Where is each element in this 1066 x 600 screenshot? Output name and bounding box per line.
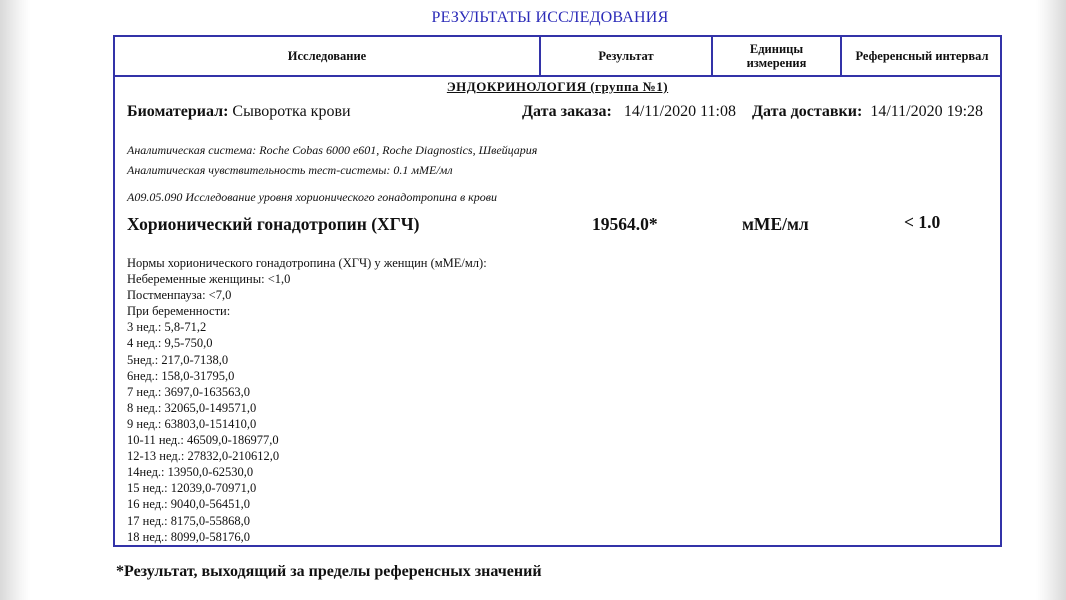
test-code: A09.05.090 Исследование уровня хорионического гонадотропина в крови (127, 190, 497, 204)
analytic-system: Аналитическая система: Roche Cobas 6000 e601, Roche Diagnostics, Швейцария (127, 143, 538, 157)
norms-line: 12-13 нед.: 27832,0-210612,0 (127, 449, 280, 464)
column-header-result: Результат (539, 37, 711, 75)
norms-line: При беременности: (127, 304, 231, 319)
norms-line: 10-11 нед.: 46509,0-186977,0 (127, 433, 279, 448)
table-header (115, 37, 1000, 77)
results-table (113, 35, 1002, 547)
reference-value: < 1.0 (904, 212, 941, 232)
column-header-units-line2: измерения (746, 56, 807, 70)
sensitivity: Аналитическая чувствительность тест-системы: 0.1 мМЕ/мл (127, 163, 453, 177)
page-shadow-right (1036, 0, 1066, 600)
norms-list (127, 255, 487, 545)
units-value: мМЕ/мл (742, 214, 809, 234)
norms-line: 8 нед.: 32065,0-149571,0 (127, 400, 257, 415)
delivery-date-label: Дата доставки: (752, 103, 863, 120)
biomaterial (127, 103, 351, 121)
norms-line: Нормы хорионического гонадотропина (ХГЧ) у женщин (мМЕ/мл): (127, 256, 487, 270)
document-title: РЕЗУЛЬТАТЫ ИССЛЕДОВАНИЯ (431, 9, 669, 26)
column-header-reference: Референсный интервал (840, 37, 1002, 75)
norms-line: 4 нед.: 9,5-750,0 (127, 336, 213, 351)
norms-line: 15 нед.: 12039,0-70971,0 (127, 481, 257, 496)
column-header-units (711, 37, 840, 75)
norms-line: Небеременные женщины: <1,0 (127, 272, 291, 287)
order-date-value: 14/11/2020 11:08 (623, 103, 736, 120)
norms-line: Постменпауза: <7,0 (127, 288, 232, 303)
column-header-study: Исследование (287, 49, 367, 63)
test-name: Хорионический гонадотропин (ХГЧ) (127, 214, 420, 234)
norms-line: 6нед.: 158,0-31795,0 (127, 368, 235, 383)
biomaterial-label: Биоматериал: (127, 103, 229, 120)
norms-line: 7 нед.: 3697,0-163563,0 (127, 384, 250, 399)
order-date (522, 103, 736, 121)
section-title: ЭНДОКРИНОЛОГИЯ (группа №1) (446, 79, 669, 94)
norms-line: 9 нед.: 63803,0-151410,0 (127, 416, 257, 431)
biomaterial-value: Сыворотка крови (232, 103, 351, 120)
order-date-label: Дата заказа: (522, 103, 612, 120)
norms-line: 17 нед.: 8175,0-55868,0 (127, 513, 250, 528)
norms-line: 16 нед.: 9040,0-56451,0 (127, 497, 250, 512)
norms-line: 18 нед.: 8099,0-58176,0 (127, 529, 250, 544)
page-shadow-left (0, 0, 30, 600)
result-value: 19564.0* (592, 214, 658, 234)
norms-line: 14нед.: 13950,0-62530,0 (127, 465, 254, 480)
norms-line: 5нед.: 217,0-7138,0 (127, 352, 229, 367)
column-header-units-line1: Единицы (749, 42, 804, 56)
norms-line: 3 нед.: 5,8-71,2 (127, 320, 207, 335)
delivery-date (752, 103, 983, 121)
footnote: *Результат, выходящий за пределы референсных значений (116, 563, 542, 580)
delivery-date-value: 14/11/2020 19:28 (870, 103, 984, 120)
